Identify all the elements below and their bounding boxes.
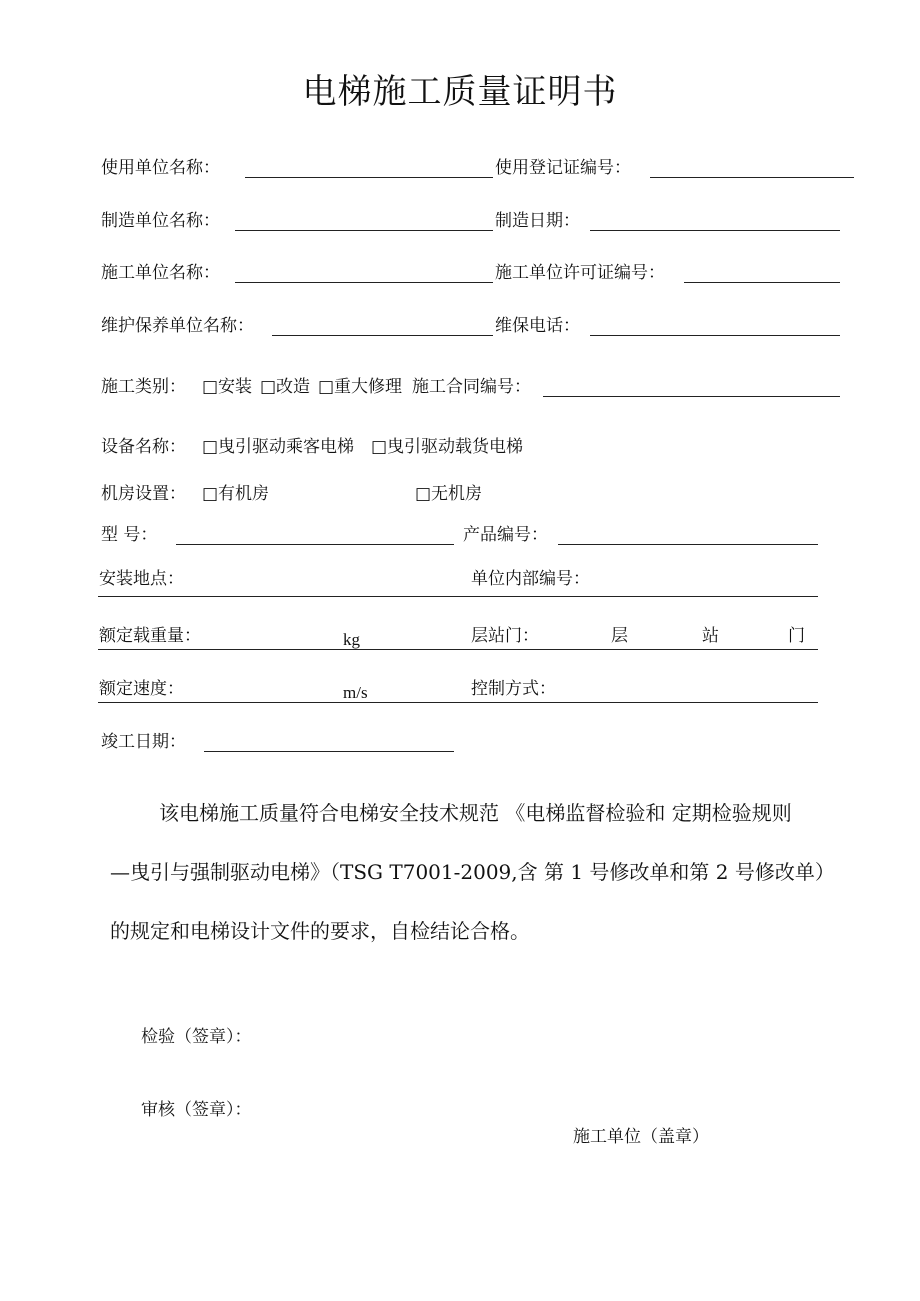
reg-no-field[interactable] [650,177,854,178]
device-passenger-checkbox[interactable]: □曳引驱动乘客电梯 [202,437,355,457]
model-field[interactable] [176,544,454,545]
speed-label: 额定速度： [99,679,184,699]
type-repair-checkbox[interactable]: □重大修理 [318,377,403,397]
maintainer-field[interactable] [272,335,493,336]
page-title: 电梯施工质量证明书 [302,72,618,112]
room-label: 机房设置： [101,484,186,504]
type-label: 施工类别： [101,377,186,397]
device-freight-checkbox[interactable]: □曳引驱动载货电梯 [371,437,524,457]
product-no-label: 产品编号： [463,525,548,545]
model-label: 型 号： [101,525,158,545]
unit-seal-label: 施工单位（盖章） [573,1127,709,1147]
load-label: 额定载重量： [99,626,201,646]
room-yes-checkbox[interactable]: □有机房 [202,484,270,504]
floor-word: 层 [611,626,628,646]
load-row-line [98,649,818,650]
contract-label: 施工合同编号： [412,377,531,397]
address-row-line [98,596,818,597]
maint-phone-field[interactable] [590,335,840,336]
make-date-field[interactable] [590,230,840,231]
constructor-label: 施工单位名称： [101,263,220,283]
speed-unit: m/s [343,683,368,702]
user-unit-label: 使用单位名称： [101,158,220,178]
type-modify-checkbox[interactable]: □改造 [260,377,311,397]
license-field[interactable] [684,282,840,283]
product-no-field[interactable] [558,544,818,545]
load-unit: kg [343,630,360,649]
internal-no-label: 单位内部编号： [471,569,590,589]
control-label: 控制方式： [471,679,556,699]
reg-no-label: 使用登记证编号： [495,158,631,178]
license-label: 施工单位许可证编号： [495,263,665,283]
statement-line-2: —曳引与强制驱动电梯》（TSG T7001-2009,含 第 1 号修改单和第 2 号修改单） [110,860,835,884]
station-word: 站 [702,626,719,646]
inspect-signature-label: 检验（签章）： [141,1027,252,1047]
maintainer-label: 维护保养单位名称： [101,316,254,336]
user-unit-field[interactable] [245,177,493,178]
completion-label: 竣工日期： [101,732,186,752]
door-word: 门 [788,626,805,646]
speed-row-line [98,702,818,703]
make-date-label: 制造日期： [495,211,580,231]
contract-field[interactable] [543,396,840,397]
address-label: 安装地点： [99,569,184,589]
constructor-field[interactable] [235,282,493,283]
review-signature-label: 审核（签章）： [141,1100,252,1120]
type-install-checkbox[interactable]: □安装 [202,377,253,397]
room-no-checkbox[interactable]: □无机房 [415,484,483,504]
maker-label: 制造单位名称： [101,211,220,231]
maker-field[interactable] [235,230,493,231]
floors-label: 层站门： [471,626,539,646]
device-label: 设备名称： [101,437,186,457]
completion-field[interactable] [204,751,454,752]
maint-phone-label: 维保电话： [495,316,580,336]
statement-line-1: 该电梯施工质量符合电梯安全技术规范 《电梯监督检验和 定期检验规则 [159,801,792,825]
statement-line-3: 的规定和电梯设计文件的要求，自检结论合格。 [110,919,530,943]
